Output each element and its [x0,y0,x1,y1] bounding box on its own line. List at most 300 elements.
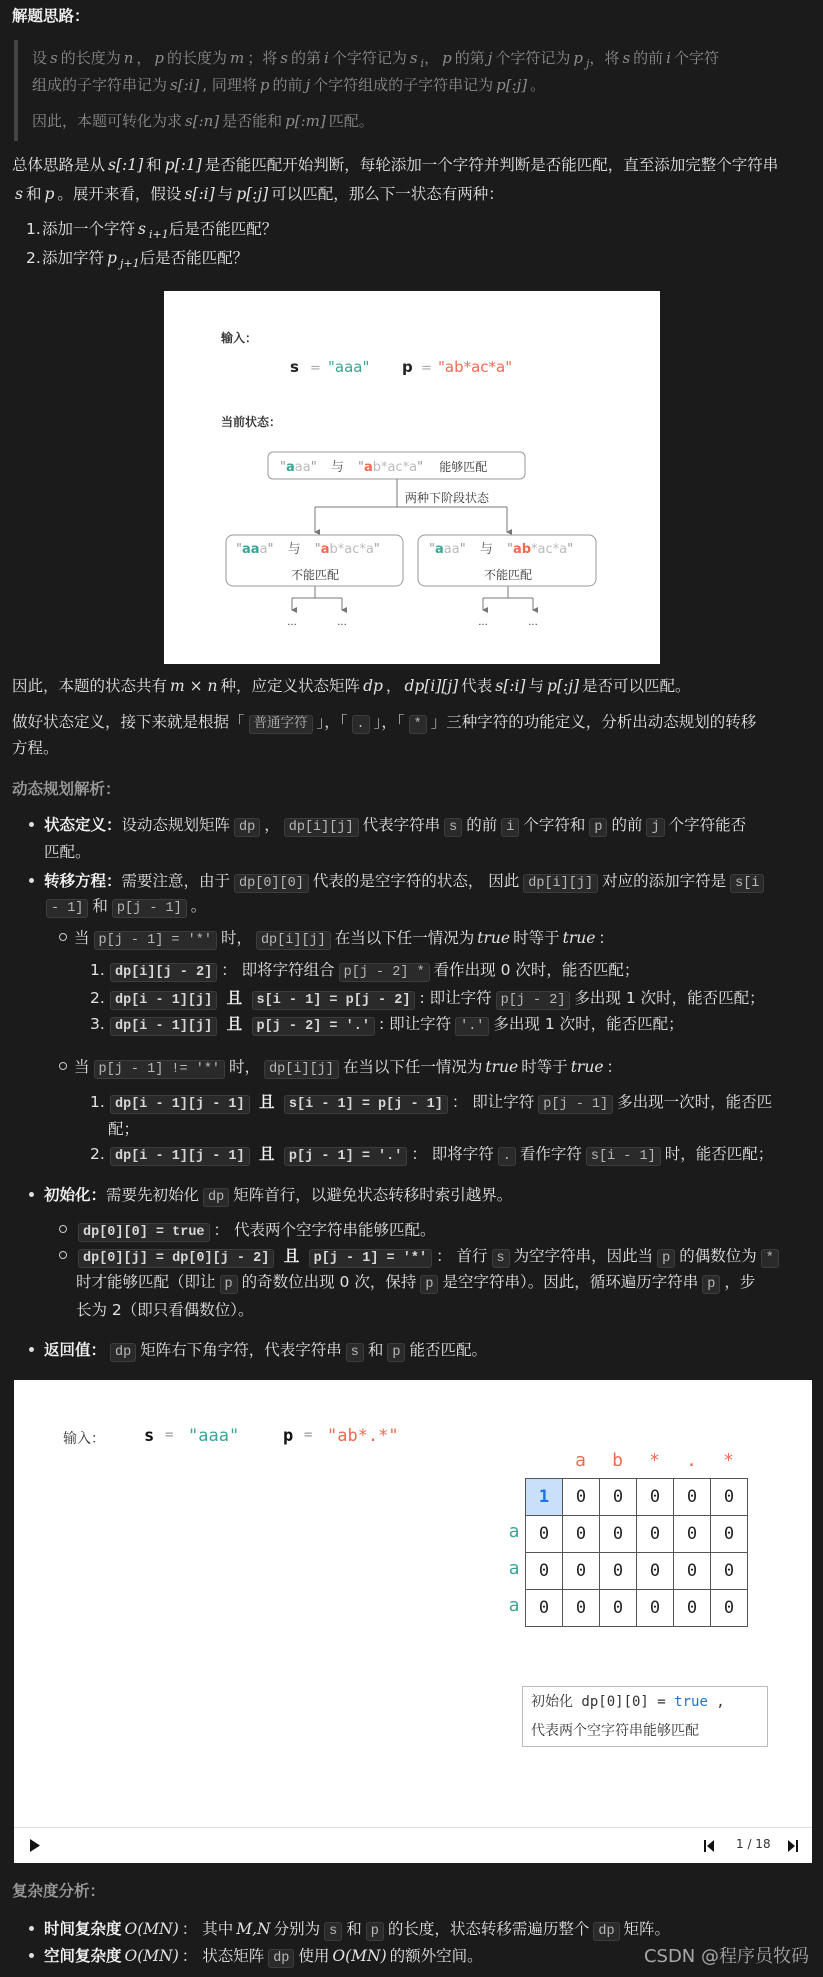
inline-code-bold: p[j - 1] = '.' [284,1147,407,1166]
text-run: 的奇数位出现 0 次，保持 [241,1273,417,1291]
text-run: 矩阵右下角字符，代表字符串 [140,1341,342,1359]
text-run: 。 [530,76,546,94]
inline-code-bold: s[i - 1] = p[j - 2] [252,991,416,1010]
text-run: 匹配。 [44,843,91,861]
text-run: 的第 [291,49,322,67]
inline-code: dp[0][0] [234,874,309,893]
text-run: 的长度为 [60,49,121,67]
matrix-cell: 0 [674,1590,711,1627]
text-run: ： 即将字符 [411,1145,494,1163]
text-run: 的前 [272,76,303,94]
text-run: 长为 2（即只看偶数位）。 [76,1301,254,1319]
math-expression: p[:j] [547,677,580,695]
paragraph-line [12,181,504,207]
text-run: 能否匹配。 [409,1341,487,1359]
text-run: 个字符 [673,49,719,67]
column-header: . [686,1450,697,1471]
math-expression: i [666,49,671,67]
current-state-text: "aaa" 与 "ab*ac*a" 能够匹配 [280,460,488,475]
matrix-cell: 0 [526,1516,563,1553]
bold-label: 且 [278,1247,305,1265]
text-run: 」，「 [316,713,348,731]
sub-bullet [59,1062,67,1070]
row-header: a [508,1558,520,1579]
math-expression: s[:i] [184,185,215,203]
text-run: 当 [74,929,90,947]
dp-matrix [525,1478,748,1627]
math-subscript: i [420,57,425,70]
paragraph-line [12,709,756,735]
state-label: 当前状态： [221,415,282,429]
inline-code-bold: p[j - 1] = '*' [309,1249,432,1268]
animation-controls [14,1827,812,1863]
branch-label: 两种下阶段状态 [405,491,490,505]
s-value: "aaa" [188,1426,240,1446]
inline-code: dp [110,1343,136,1362]
inline-code-bold: dp[i - 1][j - 1] [110,1095,250,1114]
text-run: 看作出现 0 次时，能否匹配； [433,961,640,979]
inline-code: p[j - 1] [538,1095,613,1114]
inline-code: dp [593,1922,619,1941]
inline-code-bold: dp[i][j - 2] [110,963,217,982]
inline-code: p [420,1275,438,1294]
bold-label: 且 [253,1145,280,1163]
math-expression: O(MN) [124,1947,179,1965]
text-run: 多出现一次时，能否匹 [617,1093,773,1111]
text-run: , 同理将 [202,76,257,94]
text-run: ， [264,816,280,834]
sub-item-continued [76,1297,254,1323]
matrix-cell: 0 [600,1553,637,1590]
inline-code: . [498,1147,516,1166]
math-expression: s [280,49,288,67]
text-run: 当 [74,1058,90,1076]
inline-code: p[j - 2] [496,991,571,1010]
caption-line-2: 代表两个空字符串能够匹配 [531,1723,699,1739]
matrix-cell: 0 [563,1590,600,1627]
text-run: 组成的子字符串记为 [32,76,168,94]
sub-item-continued [76,1269,755,1295]
text-run: ： 状态矩阵 [181,1947,265,1965]
math-subscript: j+1 [119,257,140,271]
math-expression: p [259,76,270,94]
text-run: 对应的添加字符是 [602,872,727,890]
math-expression: M,N [236,1920,271,1938]
text-run: 的前 [611,816,643,834]
inline-code: dp [203,1188,229,1207]
list-number: 3. [90,1015,105,1033]
list-number: 2. [90,989,105,1007]
play-icon[interactable] [30,1839,40,1852]
inline-code: s [346,1343,364,1362]
matrix-cell: 0 [637,1516,674,1553]
bullet-item-return [44,1337,487,1363]
section-heading-dp [12,776,121,802]
math-expression: O(MN) [332,1947,387,1965]
math-expression: m [230,49,245,67]
text-run: ： 其中 [181,1920,234,1938]
matrix-row [526,1590,748,1627]
row-header: a [508,1595,520,1616]
inline-code: 普通字符 [249,715,313,734]
sub-item-not-star [74,1054,622,1080]
text-run: 和 [92,897,108,915]
case-item [106,1141,773,1167]
bullet-item-space [44,1943,483,1969]
text-run: 时才能够匹配（即让 [76,1273,216,1291]
text-run: ，将 [589,49,620,67]
text-run: 代表字符串 [362,816,441,834]
right-state-text: "aaa" 与 "ab*ac*a" [429,542,574,557]
bold-label: 初始化： [44,1186,107,1204]
list-item [42,245,248,271]
inline-code: s [444,818,462,837]
inline-code: dp[i][j] [256,931,331,950]
watermark: CSDN @程序员牧码 [643,1946,809,1967]
bold-label: 空间复杂度 [44,1947,122,1965]
case-item [106,957,639,983]
inline-code: p[j - 1] = '*' [94,931,217,950]
row-header: a [508,1521,520,1542]
column-header: b [612,1450,623,1471]
math-expression: s [622,49,631,67]
inline-code: p [657,1249,675,1268]
inline-code: p [589,818,607,837]
text-run: : 即让字符 [419,989,492,1007]
ellipsis: ... [528,617,538,628]
bold-label: 且 [221,989,248,1007]
equals: = [421,361,432,376]
input-label: 输入： [221,331,258,345]
math-subscript: j [586,57,590,70]
blockquote-line [32,45,719,71]
text-run: 分别为 [273,1920,321,1938]
text-run: 矩阵。 [623,1920,671,1938]
math-expression: true [485,1058,519,1076]
text-run: 时， [220,929,252,947]
text-run: 的前 [466,816,498,834]
bold-label: 状态定义： [44,816,122,834]
math-expression: s[:n] [185,112,220,130]
inline-code-bold: dp[i - 1][j] [110,991,217,1010]
matrix-cell: 0 [526,1553,563,1590]
matrix-cell: 0 [600,1590,637,1627]
text-run: 个字符能否 [668,816,747,834]
bullet [29,1926,34,1931]
math-expression: true [562,929,596,947]
math-expression: dp[i][j] [404,677,459,695]
text-run: 因此，本题可转化为求 [32,112,183,130]
matrix-cell: 0 [600,1516,637,1553]
s-label: s [290,358,299,376]
text-run: 时， [229,1058,261,1076]
text-run: 添加一个字符 [42,220,136,238]
inline-code: p[j - 1] [112,899,187,918]
inline-code: s [492,1249,510,1268]
list-number: 1. [90,961,105,979]
text-run: ；将 [247,49,278,67]
next-step-icon[interactable] [788,1840,798,1852]
solution-heading [12,3,90,29]
input-label: 输入： [63,1431,105,1447]
text-run: 多出现 1 次时，能否匹配； [493,1015,684,1033]
text-run: 个字符记为 [495,49,571,67]
bold-label: 时间复杂度 [44,1920,122,1938]
p-label: p [283,1426,294,1446]
matrix-cell: 0 [600,1479,637,1516]
text-run: 添加字符 [42,249,105,267]
text-run: 需要先初始化 [106,1186,200,1204]
bold-label: 转移方程： [44,872,122,890]
blockquote-bar [14,40,18,141]
matrix-row [526,1479,748,1516]
column-header: a [575,1450,586,1471]
inline-code: p [366,1922,384,1941]
inline-code: dp[i][j] [284,818,359,837]
text-run: 总体思路是从 [12,156,106,174]
animation-slide [14,1380,812,1827]
text-run: 是否可以匹配。 [582,677,691,695]
text-run: 的偶数位为 [679,1247,757,1265]
math-expression: j [305,76,311,94]
text-run: 动态规划解析： [12,780,121,798]
equals: = [165,1427,174,1443]
text-run: 方程。 [12,739,59,757]
text-run: 与 [217,185,234,203]
case-item [106,985,765,1011]
bullet [29,822,34,827]
text-run: ： 即将字符组合 [221,961,335,979]
math-expression: p[:1] [164,156,202,174]
bullet-item-state-definition [44,812,746,838]
text-run: 后是否能匹配？ [139,249,249,267]
matrix-cell: 0 [711,1590,748,1627]
inline-code-bold: dp[0][0] = true [78,1223,210,1242]
text-run: 」，「 [373,713,405,731]
math-expression: p [44,185,55,203]
math-expression: p [107,249,117,267]
inline-code: j [646,818,664,837]
column-header: * [649,1450,660,1471]
text-run: 匹配。 [328,112,374,130]
text-run: 和 [346,1920,362,1938]
text-run: 时等于 [513,929,560,947]
matrix-cell: 0 [711,1479,748,1516]
text-run: 设动态规划矩阵 [121,816,231,834]
left-state-text: "aaa" 与 "ab*ac*a" [236,542,380,557]
matrix-cell: 0 [674,1553,711,1590]
text-run: 在当以下任一情况为 [342,1058,483,1076]
p-label: p [402,358,413,376]
matrix-cell: 0 [637,1590,674,1627]
bullet-item-continued [44,839,91,865]
sub-bullet [59,933,67,941]
bullet [29,878,34,883]
list-number: 2. [26,249,41,267]
list-item [42,216,277,242]
inline-code: dp[i][j] [264,1060,339,1079]
text-run: 看作字符 [519,1145,582,1163]
ellipsis: ... [287,617,297,628]
math-expression: s[:1] [108,156,144,174]
section-heading-complexity [12,1878,105,1904]
matrix-cell: 1 [526,1479,563,1516]
math-expression: p [442,49,452,67]
text-run: 是否能和 [222,112,283,130]
matrix-cell: 0 [711,1516,748,1553]
matrix-row [526,1553,748,1590]
inline-code: s [324,1922,342,1941]
list-number: 1. [90,1093,105,1111]
inline-code: * [761,1249,779,1268]
text-run: 是空字符串）。因此，循环遍历字符串 [442,1273,699,1291]
text-run: ： 首行 [436,1247,488,1265]
inline-code: dp [268,1949,294,1968]
inline-code: '.' [455,1017,489,1036]
p-value: "ab*.*" [327,1426,399,1446]
text-run: 后是否能匹配？ [168,220,278,238]
math-expression: m × n [170,677,218,695]
text-run: ， [424,49,440,67]
text-run: 配； [108,1120,140,1138]
bullet [29,1953,34,1958]
text-run: 的前 [633,49,664,67]
text-run: 与 [528,677,544,695]
case-item-continued [108,1116,139,1142]
math-expression: s [409,49,418,67]
blockquote-line [32,108,374,134]
text-run: ： [598,929,614,947]
equals: = [310,361,321,376]
step-counter: 1 / 18 [736,1837,771,1851]
sub-item [74,1217,435,1243]
case-item [106,1089,772,1115]
inline-code: dp [234,818,260,837]
matrix-cell: 0 [711,1553,748,1590]
math-expression: p[:j] [236,185,269,203]
sub-item-star [74,925,614,951]
text-run: ，步 [724,1273,756,1291]
state-diagram [164,291,660,664]
equals: = [304,1427,313,1443]
inline-code-bold: dp[i - 1][j] [110,1017,217,1036]
math-expression: s [138,220,146,238]
text-run: 因此，本题的状态共有 [12,677,168,695]
left-result: 不能匹配 [290,568,340,582]
inline-code: p [387,1343,405,1362]
text-run: 多出现 1 次时，能否匹配； [574,989,765,1007]
sub-bullet [59,1225,67,1233]
previous-step-icon[interactable] [704,1840,714,1852]
step-caption [522,1686,768,1747]
text-run: 时，能否匹配； [664,1145,774,1163]
text-run: ， [385,677,402,695]
matrix-cell: 0 [563,1553,600,1590]
inline-code: . [352,715,370,734]
math-expression: p [154,49,165,67]
bullet-item-init [44,1182,512,1208]
inline-code-bold: dp[0][j] = dp[0][j - 2] [78,1249,274,1268]
bullet-item-continued [42,893,206,919]
text-run: 个字符记为 [331,49,407,67]
text-run: 需要注意，由于 [121,872,231,890]
text-run: 和 [146,156,162,174]
text-run: 和 [25,185,42,203]
text-run: 的第 [454,49,485,67]
matrix-cell: 0 [526,1590,563,1627]
bullet-item-transition [44,868,768,894]
text-run: 矩阵首行，以避免状态转移时索引越界。 [233,1186,513,1204]
matrix-row [526,1516,748,1553]
math-expression: s[:i] [495,677,526,695]
matrix-cell: 0 [674,1479,711,1516]
inline-code-bold: p[j - 2] = '.' [252,1017,375,1036]
paragraph-line [12,152,778,178]
text-run: 。展开来看，假设 [57,185,182,203]
math-expression: true [570,1058,604,1076]
math-expression: p[:m] [285,112,326,130]
math-expression: s [50,49,58,67]
text-run: ： 即让字符 [451,1093,535,1111]
s-label: s [144,1426,155,1446]
math-expression: true [477,929,511,947]
text-run: 时等于 [521,1058,568,1076]
text-run: 的长度，状态转移需遍历整个 [387,1920,590,1938]
text-run: 为空字符串，因此当 [513,1247,654,1265]
case-item [106,1011,684,1037]
text-run: 」三种字符的功能定义，分析出动态规划的转移 [430,713,757,731]
bold-label: 返回值： [44,1341,107,1359]
inline-code: p[j - 2] * [339,963,430,982]
inline-code-bold: s[i - 1] = p[j - 1] [284,1095,448,1114]
sub-bullet [59,1251,67,1259]
math-expression: s[:i] [170,76,200,94]
sub-item [74,1243,783,1269]
p-value: "ab*ac*a" [438,358,513,376]
text-run: 。 [190,897,207,915]
text-run: 的长度为 [167,49,228,67]
inline-code: p[j - 1] != '*' [94,1060,226,1079]
inline-code: s[i [730,874,764,893]
inline-code: - 1] [46,899,88,918]
ellipsis: ... [337,617,347,628]
math-expression: i [324,49,329,67]
inline-code: * [409,715,427,734]
bold-label: 且 [253,1093,280,1111]
text-run: 代表的是空字符的状态， 因此 [312,872,520,890]
right-result: 不能匹配 [483,568,533,582]
math-expression: dp [363,677,383,695]
inline-code: dp[i][j] [523,874,598,893]
text-run: ， [136,49,152,67]
bold-label: 解题思路： [12,7,90,25]
inline-code-bold: dp[i - 1][j - 1] [110,1147,250,1166]
text-run: 是否能匹配开始判断，每轮添加一个字符并判断是否能匹配，直至添加完整个字符串 [204,156,779,174]
text-run: 个字符和 [523,816,586,834]
bullet-item-time [44,1916,670,1942]
text-run: 种，应定义状态矩阵 [220,677,361,695]
text-run: 代表 [461,677,493,695]
text-run: 使用 [298,1947,330,1965]
text-run: 个字符组成的子字符串记为 [313,76,494,94]
caption-line-1: 初始化 dp[0][0] = true , [531,1694,725,1710]
text-run: 的额外空间。 [389,1947,483,1965]
s-value: "aaa" [328,358,370,376]
bullet [29,1347,34,1352]
inline-code: p [702,1275,720,1294]
matrix-cell: 0 [637,1479,674,1516]
matrix-cell: 0 [563,1479,600,1516]
